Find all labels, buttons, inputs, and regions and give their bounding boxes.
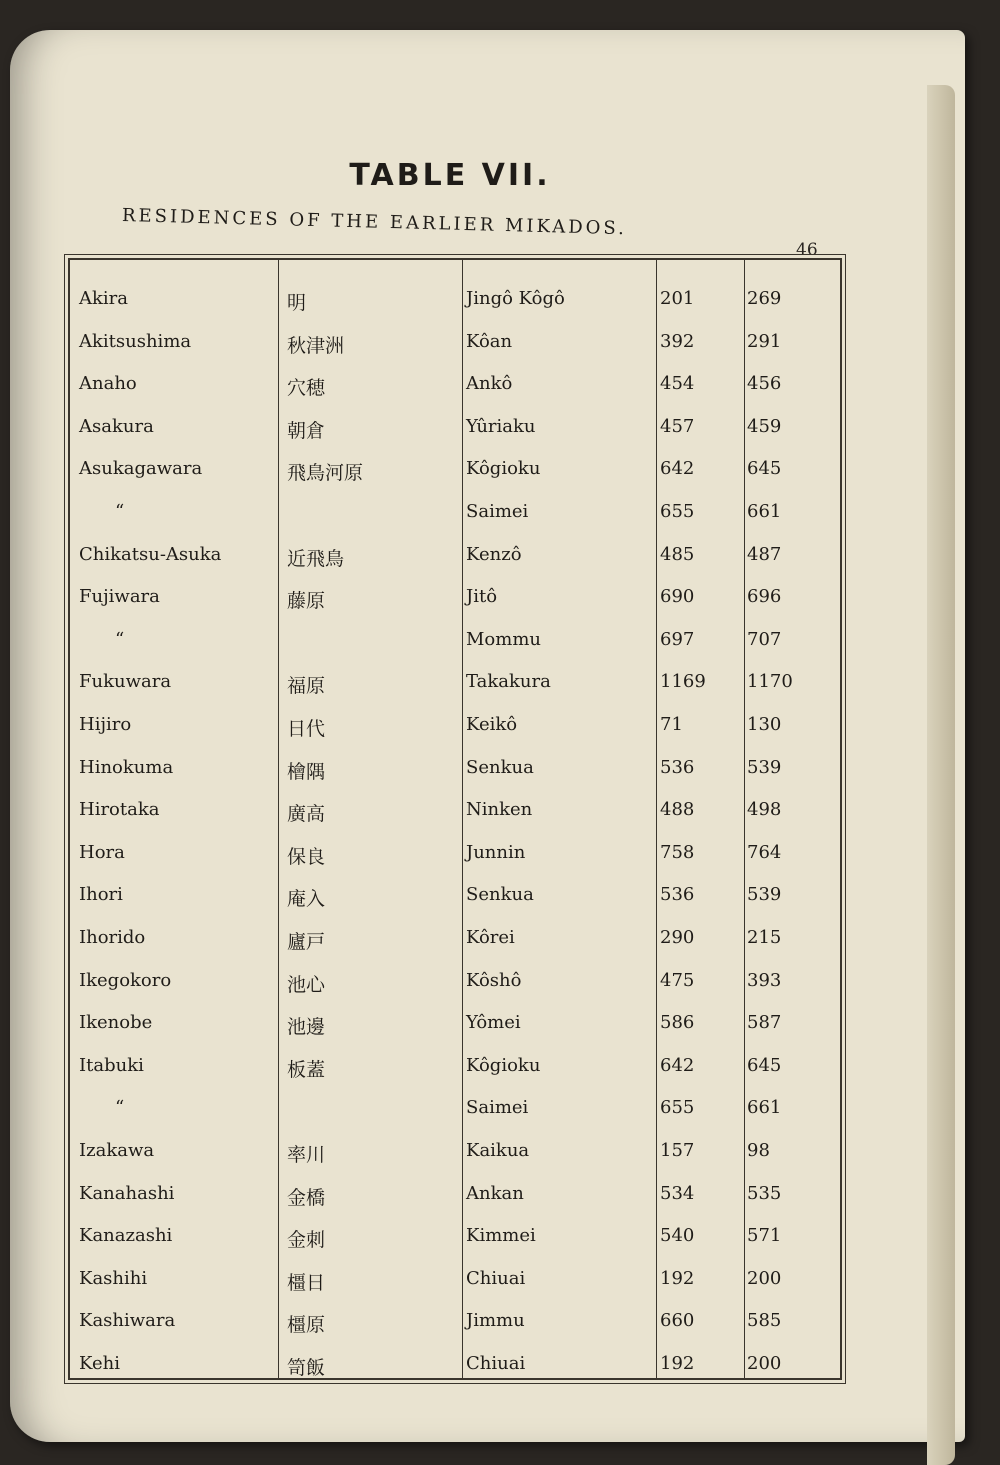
mikado-cell: Senkua bbox=[466, 884, 534, 906]
kanji-cell: 日代 bbox=[287, 718, 326, 740]
place-cell: Fukuwara bbox=[79, 671, 172, 693]
mikado-cell: Kôgioku bbox=[466, 458, 541, 480]
end-year-cell: 487 bbox=[747, 543, 782, 565]
mikado-cell: Kôrei bbox=[466, 927, 515, 948]
mikado-cell: Kaikua bbox=[466, 1140, 530, 1161]
kanji-cell: 穴穂 bbox=[287, 377, 326, 400]
page-edge bbox=[927, 85, 955, 1465]
table-row bbox=[70, 958, 840, 1000]
end-year-cell: 98 bbox=[747, 1140, 770, 1161]
start-year-cell: 488 bbox=[660, 799, 695, 821]
mikado-cell: Keikô bbox=[466, 714, 518, 735]
end-year-cell: 269 bbox=[747, 288, 782, 309]
kanji-cell: 明 bbox=[287, 292, 307, 314]
mikado-cell: Takakura bbox=[466, 671, 551, 693]
end-year-cell: 200 bbox=[747, 1267, 782, 1289]
place-cell: Hinokuma bbox=[79, 756, 174, 778]
start-year-cell: 642 bbox=[660, 1054, 695, 1076]
end-year-cell: 661 bbox=[747, 1097, 782, 1119]
page-number: 46 bbox=[796, 240, 818, 260]
start-year-cell: 534 bbox=[660, 1182, 695, 1204]
table-row bbox=[70, 915, 840, 957]
place-cell: Ihorido bbox=[79, 927, 146, 948]
end-year-cell: 1170 bbox=[747, 671, 793, 693]
start-year-cell: 536 bbox=[660, 884, 695, 906]
place-cell: Akitsushima bbox=[79, 330, 192, 352]
start-year-cell: 655 bbox=[660, 1097, 695, 1119]
table-row bbox=[70, 830, 840, 872]
place-cell: Asukagawara bbox=[79, 458, 203, 480]
end-year-cell: 696 bbox=[747, 586, 782, 608]
place-cell: Ikenobe bbox=[79, 1012, 153, 1034]
place-cell: Kashihi bbox=[79, 1267, 148, 1289]
mikado-cell: Chiuai bbox=[466, 1267, 526, 1289]
table-row bbox=[70, 659, 840, 701]
mikado-cell: Yûriaku bbox=[466, 415, 536, 437]
start-year-cell: 392 bbox=[660, 330, 695, 352]
end-year-cell: 764 bbox=[747, 841, 782, 863]
table-row bbox=[70, 1256, 840, 1298]
table-row bbox=[70, 319, 840, 361]
mikado-cell: Yômei bbox=[466, 1012, 521, 1034]
residences-table bbox=[68, 258, 842, 1380]
table-row bbox=[70, 276, 840, 318]
mikado-cell: Jimmu bbox=[466, 1310, 525, 1332]
start-year-cell: 201 bbox=[660, 288, 695, 309]
kanji-cell: 朝倉 bbox=[287, 419, 326, 442]
mikado-cell: Mommu bbox=[466, 628, 541, 650]
kanji-cell: 橿日 bbox=[287, 1271, 326, 1294]
end-year-cell: 645 bbox=[747, 458, 782, 480]
kanji-cell: 率川 bbox=[287, 1144, 326, 1166]
end-year-cell: 707 bbox=[747, 628, 782, 650]
start-year-cell: 192 bbox=[660, 1267, 695, 1289]
kanji-cell: 金刺 bbox=[287, 1229, 326, 1252]
place-cell: “ bbox=[115, 628, 125, 650]
place-cell: Hora bbox=[79, 841, 125, 863]
end-year-cell: 291 bbox=[747, 330, 782, 352]
end-year-cell: 661 bbox=[747, 501, 782, 522]
place-cell: Hijiro bbox=[79, 714, 132, 735]
place-cell: “ bbox=[115, 1097, 125, 1119]
table-row bbox=[70, 872, 840, 914]
end-year-cell: 539 bbox=[747, 756, 782, 778]
start-year-cell: 697 bbox=[660, 628, 695, 650]
start-year-cell: 457 bbox=[660, 415, 695, 437]
end-year-cell: 585 bbox=[747, 1310, 782, 1332]
mikado-cell: Jitô bbox=[466, 586, 498, 608]
place-cell: Akira bbox=[79, 288, 128, 309]
mikado-cell: Kôshô bbox=[466, 969, 522, 991]
kanji-cell: 檜隅 bbox=[287, 760, 326, 783]
place-cell: Kehi bbox=[79, 1353, 120, 1374]
table-row bbox=[70, 1341, 840, 1383]
table-row bbox=[70, 404, 840, 446]
table-row bbox=[70, 1171, 840, 1213]
end-year-cell: 587 bbox=[747, 1012, 782, 1034]
kanji-cell: 保良 bbox=[287, 845, 326, 868]
end-year-cell: 130 bbox=[747, 714, 782, 735]
kanji-cell: 藤原 bbox=[287, 590, 326, 613]
table-row bbox=[70, 1043, 840, 1085]
table-subtitle: RESIDENCES OF THE EARLIER MIKADOS. bbox=[121, 205, 628, 240]
table-row bbox=[70, 1213, 840, 1255]
table-row bbox=[70, 361, 840, 403]
table-row bbox=[70, 574, 840, 616]
kanji-cell: 秋津洲 bbox=[287, 334, 345, 357]
table-row bbox=[70, 446, 840, 488]
mikado-cell: Chiuai bbox=[466, 1353, 526, 1374]
mikado-cell: Senkua bbox=[466, 756, 534, 778]
start-year-cell: 157 bbox=[660, 1140, 695, 1161]
kanji-cell: 福原 bbox=[287, 675, 326, 698]
start-year-cell: 536 bbox=[660, 756, 695, 778]
mikado-cell: Jingô Kôgô bbox=[466, 288, 565, 309]
kanji-cell: 笥飯 bbox=[287, 1357, 326, 1379]
place-cell: Ikegokoro bbox=[79, 969, 172, 991]
table-row bbox=[70, 1000, 840, 1042]
start-year-cell: 655 bbox=[660, 501, 695, 522]
place-cell: Hirotaka bbox=[79, 799, 160, 821]
start-year-cell: 475 bbox=[660, 969, 695, 991]
table-row bbox=[70, 532, 840, 574]
place-cell: Itabuki bbox=[79, 1054, 144, 1076]
place-cell: Kashiwara bbox=[79, 1310, 176, 1332]
kanji-cell: 橿原 bbox=[287, 1314, 326, 1337]
kanji-cell: 近飛鳥 bbox=[287, 547, 345, 570]
mikado-cell: Kôgioku bbox=[466, 1054, 541, 1076]
start-year-cell: 192 bbox=[660, 1353, 695, 1374]
kanji-cell: 池邊 bbox=[287, 1016, 326, 1039]
table-title: TABLE VII. bbox=[349, 158, 551, 193]
table-row bbox=[70, 489, 840, 531]
mikado-cell: Junnin bbox=[466, 841, 526, 863]
start-year-cell: 540 bbox=[660, 1225, 695, 1247]
start-year-cell: 1169 bbox=[660, 671, 706, 693]
end-year-cell: 498 bbox=[747, 799, 782, 821]
place-cell: Kanahashi bbox=[79, 1182, 175, 1204]
mikado-cell: Saimei bbox=[466, 1097, 529, 1119]
table-row bbox=[70, 617, 840, 659]
end-year-cell: 571 bbox=[747, 1225, 782, 1247]
start-year-cell: 758 bbox=[660, 841, 695, 863]
mikado-cell: Ninken bbox=[466, 799, 533, 821]
kanji-cell: 池心 bbox=[287, 973, 326, 996]
start-year-cell: 642 bbox=[660, 458, 695, 480]
start-year-cell: 454 bbox=[660, 373, 695, 395]
kanji-cell: 飛鳥河原 bbox=[287, 462, 364, 485]
start-year-cell: 290 bbox=[660, 927, 695, 948]
mikado-cell: Ankan bbox=[466, 1182, 524, 1204]
start-year-cell: 71 bbox=[660, 714, 683, 735]
place-cell: Kanazashi bbox=[79, 1225, 173, 1247]
end-year-cell: 459 bbox=[747, 415, 782, 437]
start-year-cell: 660 bbox=[660, 1310, 695, 1332]
place-cell: Chikatsu-Asuka bbox=[79, 543, 222, 565]
table-row bbox=[70, 702, 840, 744]
end-year-cell: 535 bbox=[747, 1182, 782, 1204]
place-cell: Ihori bbox=[79, 884, 123, 906]
mikado-cell: Saimei bbox=[466, 501, 529, 522]
mikado-cell: Ankô bbox=[466, 373, 513, 395]
end-year-cell: 456 bbox=[747, 373, 782, 395]
place-cell: Izakawa bbox=[79, 1140, 155, 1161]
start-year-cell: 690 bbox=[660, 586, 695, 608]
mikado-cell: Kimmei bbox=[466, 1225, 536, 1247]
table-row bbox=[70, 787, 840, 829]
end-year-cell: 645 bbox=[747, 1054, 782, 1076]
place-cell: “ bbox=[115, 501, 125, 522]
end-year-cell: 539 bbox=[747, 884, 782, 906]
kanji-cell: 庵入 bbox=[287, 888, 326, 911]
kanji-cell: 廣高 bbox=[287, 803, 326, 826]
mikado-cell: Kenzô bbox=[466, 543, 522, 565]
kanji-cell: 板蓋 bbox=[287, 1058, 326, 1081]
table-row bbox=[70, 745, 840, 787]
place-cell: Asakura bbox=[79, 415, 154, 437]
end-year-cell: 200 bbox=[747, 1353, 782, 1374]
mikado-cell: Kôan bbox=[466, 330, 513, 352]
place-cell: Fujiwara bbox=[79, 586, 160, 608]
start-year-cell: 485 bbox=[660, 543, 695, 565]
table-row bbox=[70, 1298, 840, 1340]
end-year-cell: 393 bbox=[747, 969, 782, 991]
place-cell: Anaho bbox=[79, 373, 137, 395]
start-year-cell: 586 bbox=[660, 1012, 695, 1034]
kanji-cell: 廬戸 bbox=[287, 931, 326, 953]
table-row bbox=[70, 1085, 840, 1127]
table-row bbox=[70, 1128, 840, 1170]
kanji-cell: 金橋 bbox=[287, 1186, 326, 1209]
end-year-cell: 215 bbox=[747, 927, 782, 948]
